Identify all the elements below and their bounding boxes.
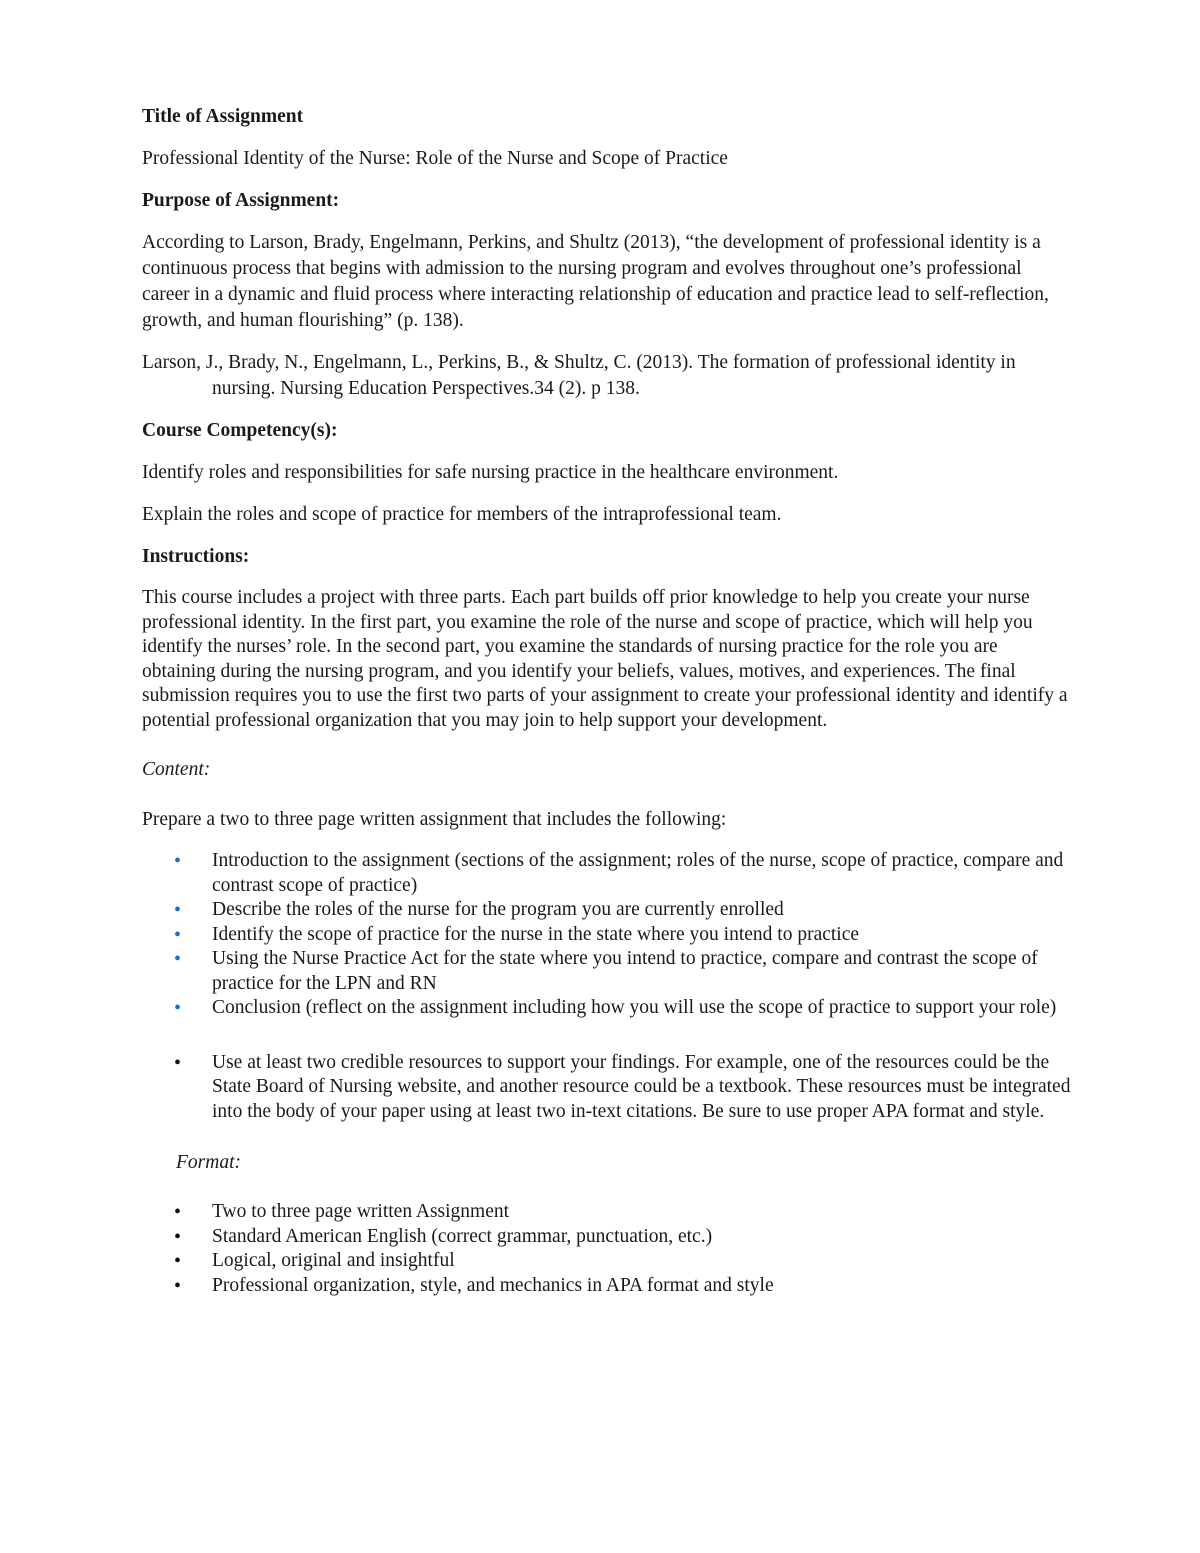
list-item-text: Use at least two credible resources to support your findings. For example, one of the resources could be the State Board of Nursing website, and another resource could be a textbook. These resources must be integrated into the body of your paper using at least two in-text citations. Be sure to use proper APA format and style. [212, 1051, 1071, 1122]
title-heading: Title of Assignment [142, 106, 304, 127]
list-item-text: Conclusion (reflect on the assignment including how you will use the scope of practice to support your role) [212, 997, 1057, 1018]
list-item [142, 898, 1072, 923]
purpose-paragraph: According to Larson, Brady, Engelmann, Perkins, and Shultz (2013), “the development of professional identity is a continuous process that begins with admission to the nursing program and evolves throughout one’s professional career in a dynamic and fluid process where interacting relationship of education and practice lead to self-reflection, growth, and human flourishing” (p. 138). [142, 232, 1049, 331]
list-item-text: Two to three page written Assignment [212, 1201, 510, 1222]
list-item-text: Professional organization, style, and mechanics in APA format and style [212, 1274, 774, 1296]
purpose-heading: Purpose of Assignment: [142, 190, 340, 211]
list-item-text: Identify the scope of practice for the nurse in the state where you intend to practice [212, 923, 860, 945]
format-list [142, 1200, 1072, 1298]
list-item [142, 923, 1072, 948]
list-item [142, 947, 1072, 996]
list-item [142, 1225, 1072, 1250]
list-item [142, 996, 1072, 1021]
bullet-icon: • [174, 1201, 182, 1223]
list-item [142, 1249, 1072, 1274]
bullet-icon: • [174, 997, 182, 1019]
bullet-icon: • [174, 1051, 182, 1074]
list-item [142, 1200, 1072, 1225]
list-item-text: Standard American English (correct grammar, punctuation, etc.) [212, 1225, 713, 1247]
list-item [142, 1274, 1072, 1299]
reference-citation: Larson, J., Brady, N., Engelmann, L., Perkins, B., & Shultz, C. (2013). The formation of professional identity in nursing. Nursing Education Perspectives.34 (2). p 138. [142, 352, 1016, 399]
assignment-title: Professional Identity of the Nurse: Role of the Nurse and Scope of Practice [142, 148, 728, 169]
competency-item: Identify roles and responsibilities for safe nursing practice in the healthcare environment. [142, 462, 839, 483]
competency-item: Explain the roles and scope of practice for members of the intraprofessional team. [142, 504, 782, 525]
list-item-text: Introduction to the assignment (sections of the assignment; roles of the nurse, scope of practice, compare and contrast scope of practice) [212, 850, 1064, 896]
resources-list [142, 1051, 1072, 1125]
bullet-icon: • [174, 948, 182, 970]
bullet-icon: • [174, 899, 182, 921]
bullet-icon: • [174, 1250, 182, 1272]
instructions-heading: Instructions: [142, 546, 250, 567]
bullet-icon: • [174, 923, 182, 946]
list-item [142, 849, 1072, 898]
list-item [142, 1051, 1072, 1125]
content-label: Content: [142, 759, 211, 780]
list-item-text: Describe the roles of the nurse for the program you are currently enrolled [212, 899, 784, 920]
bullet-icon: • [174, 1274, 182, 1297]
competency-heading: Course Competency(s): [142, 420, 338, 441]
bullet-icon: • [174, 850, 182, 872]
document-page [142, 104, 1072, 1298]
bullet-icon: • [174, 1225, 182, 1248]
content-intro: Prepare a two to three page written assignment that includes the following: [142, 809, 727, 830]
list-item-text: Logical, original and insightful [212, 1250, 455, 1271]
content-list [142, 849, 1072, 1021]
list-item-text: Using the Nurse Practice Act for the state where you intend to practice, compare and contrast the scope of practice for the LPN and RN [212, 948, 1038, 994]
format-label: Format: [176, 1152, 241, 1173]
instructions-paragraph: This course includes a project with three parts. Each part builds off prior knowledge to help you create your nurse professional identity. In the first part, you examine the role of the nurse and scope of practice, which will help you identify the nurses’ role. In the second part, you examine the standards of nursing practice for the role you are obtaining during the nursing program, and you identify your beliefs, values, motives, and experiences. The final submission requires you to use the first two parts of your assignment to create your professional identity and identify a potential professional organization that you may join to help support your development. [142, 587, 1068, 731]
